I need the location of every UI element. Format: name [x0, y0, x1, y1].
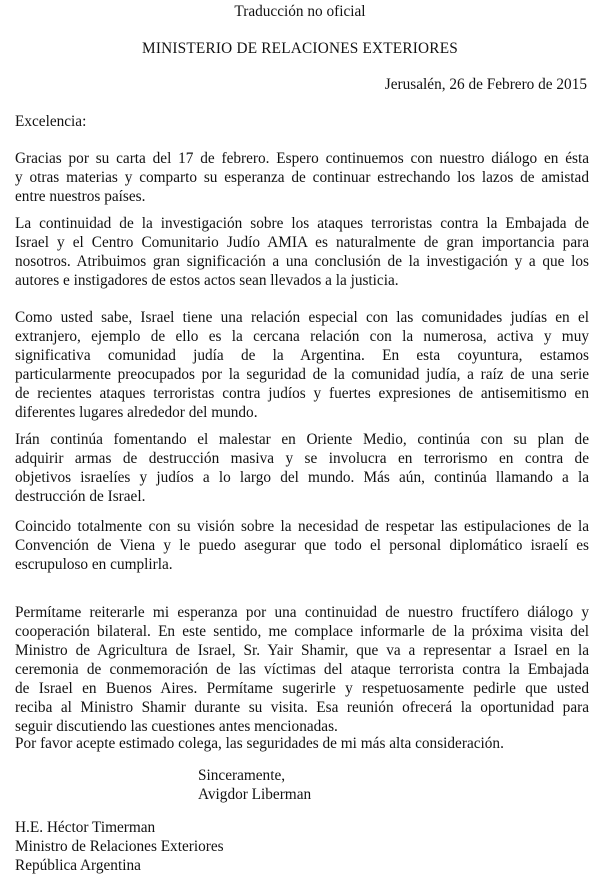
paragraph-line: seguir discutiendo las cuestiones antes mencionadas. — [15, 718, 338, 735]
paragraph-line: nosotros. Atribuimos gran significación a una conclusión de la investigación y a que los — [15, 253, 589, 270]
paragraph-line: La continuidad de la investigación sobre los ataques terroristas contra la Embajada de — [15, 215, 589, 232]
paragraph-thanks — [15, 149, 589, 206]
ministry-heading: MINISTERIO DE RELACIONES EXTERIORES — [142, 40, 458, 57]
date-line: Jerusalén, 26 de Febrero de 2015 — [384, 76, 587, 93]
paragraph-line: entre nuestros países. — [15, 188, 146, 205]
salutation: Excelencia: — [15, 113, 87, 130]
paragraph-line: Coincido totalmente con su visión sobre la necesidad de respetar las estipulaciones de la — [15, 518, 589, 535]
paragraph-line: Convención de Viena y le puedo asegurar que todo el personal diplomático israelí es — [15, 537, 589, 554]
paragraph-jewish-communities — [15, 308, 589, 422]
paragraph-line: adquirir armas de destrucción masiva y se involucra en terrorismo en contra de — [15, 450, 589, 467]
paragraph-line: Gracias por su carta del 17 de febrero. Espero continuemos con nuestro diálogo en ésta — [15, 150, 589, 167]
paragraph-line: Israel y el Centro Comunitario Judío AMIA es naturalmente de gran importancia para — [15, 234, 589, 251]
paragraph-line: Como usted sabe, Israel tiene una relación especial con las comunidades judías en el — [15, 309, 589, 326]
paragraph-line: destrucción de Israel. — [15, 488, 146, 505]
paragraph-line: objetivos israelíes y judíos a lo largo del mundo. Más aún, continúa llamando a la — [15, 469, 589, 486]
addressee-block — [15, 818, 224, 875]
paragraph-visit — [15, 603, 589, 736]
paragraph-line: ceremonia de conmemoración de las víctimas del ataque terrorista contra la Embajada — [15, 661, 589, 678]
valediction: Sinceramente, — [198, 767, 286, 784]
paragraph-line: de Israel en Buenos Aires. Permítame sugerirle y respetuosamente pedirle que usted — [15, 680, 589, 697]
paragraph-line: autores e instigadores de estos actos sean llevados a la justicia. — [15, 272, 399, 289]
paragraph-line: escrupuloso en cumplirla. — [15, 556, 173, 573]
signer-name: Avigdor Liberman — [198, 786, 312, 803]
addressee-country: República Argentina — [15, 857, 141, 874]
addressee-title: Ministro de Relaciones Exteriores — [15, 838, 224, 855]
paragraph-line: Ministro de Agricultura de Israel, Sr. Yair Shamir, que va a representar a Israel en la — [15, 642, 589, 659]
paragraph-line: reciba al Ministro Shamir durante su visita. Esa reunión ofrecerá la oportunidad para — [15, 699, 589, 716]
paragraph-line: particularmente preocupados por la seguridad de la comunidad judía, a raíz de una serie — [15, 366, 589, 383]
paragraph-line: significativa comunidad judía de la Argentina. En esta coyuntura, estamos — [15, 347, 589, 364]
paragraph-investigation — [15, 214, 589, 290]
paragraph-line: y otras materias y comparto su esperanza de continuar estrechando los lazos de amistad — [15, 169, 589, 186]
paragraph-iran — [15, 430, 589, 506]
paragraph-line: cooperación bilateral. En este sentido, me complace informarle de la próxima visita del — [15, 623, 589, 640]
paragraph-line: Irán continúa fomentando el malestar en Oriente Medio, continúa con su plan de — [15, 431, 589, 448]
paragraph-line: Permítame reiterarle mi esperanza por una continuidad de nuestro fructífero diálogo y — [15, 604, 589, 621]
signoff — [198, 766, 311, 804]
unofficial-translation-note: Traducción no oficial — [234, 3, 366, 20]
closing-line: Por favor acepte estimado colega, las seguridades de mi más alta consideración. — [15, 735, 504, 752]
addressee-name: H.E. Héctor Timerman — [15, 819, 156, 836]
paragraph-line: extranjero, ejemplo de ello es la cercana relación con la numerosa, activa y muy — [15, 328, 589, 345]
paragraph-line: diferentes lugares alrededor del mundo. — [15, 404, 258, 421]
paragraph-vienna-convention — [15, 517, 589, 574]
paragraph-line: de recientes ataques terroristas contra judíos y fuertes expresiones de antisemitismo en — [15, 385, 589, 402]
